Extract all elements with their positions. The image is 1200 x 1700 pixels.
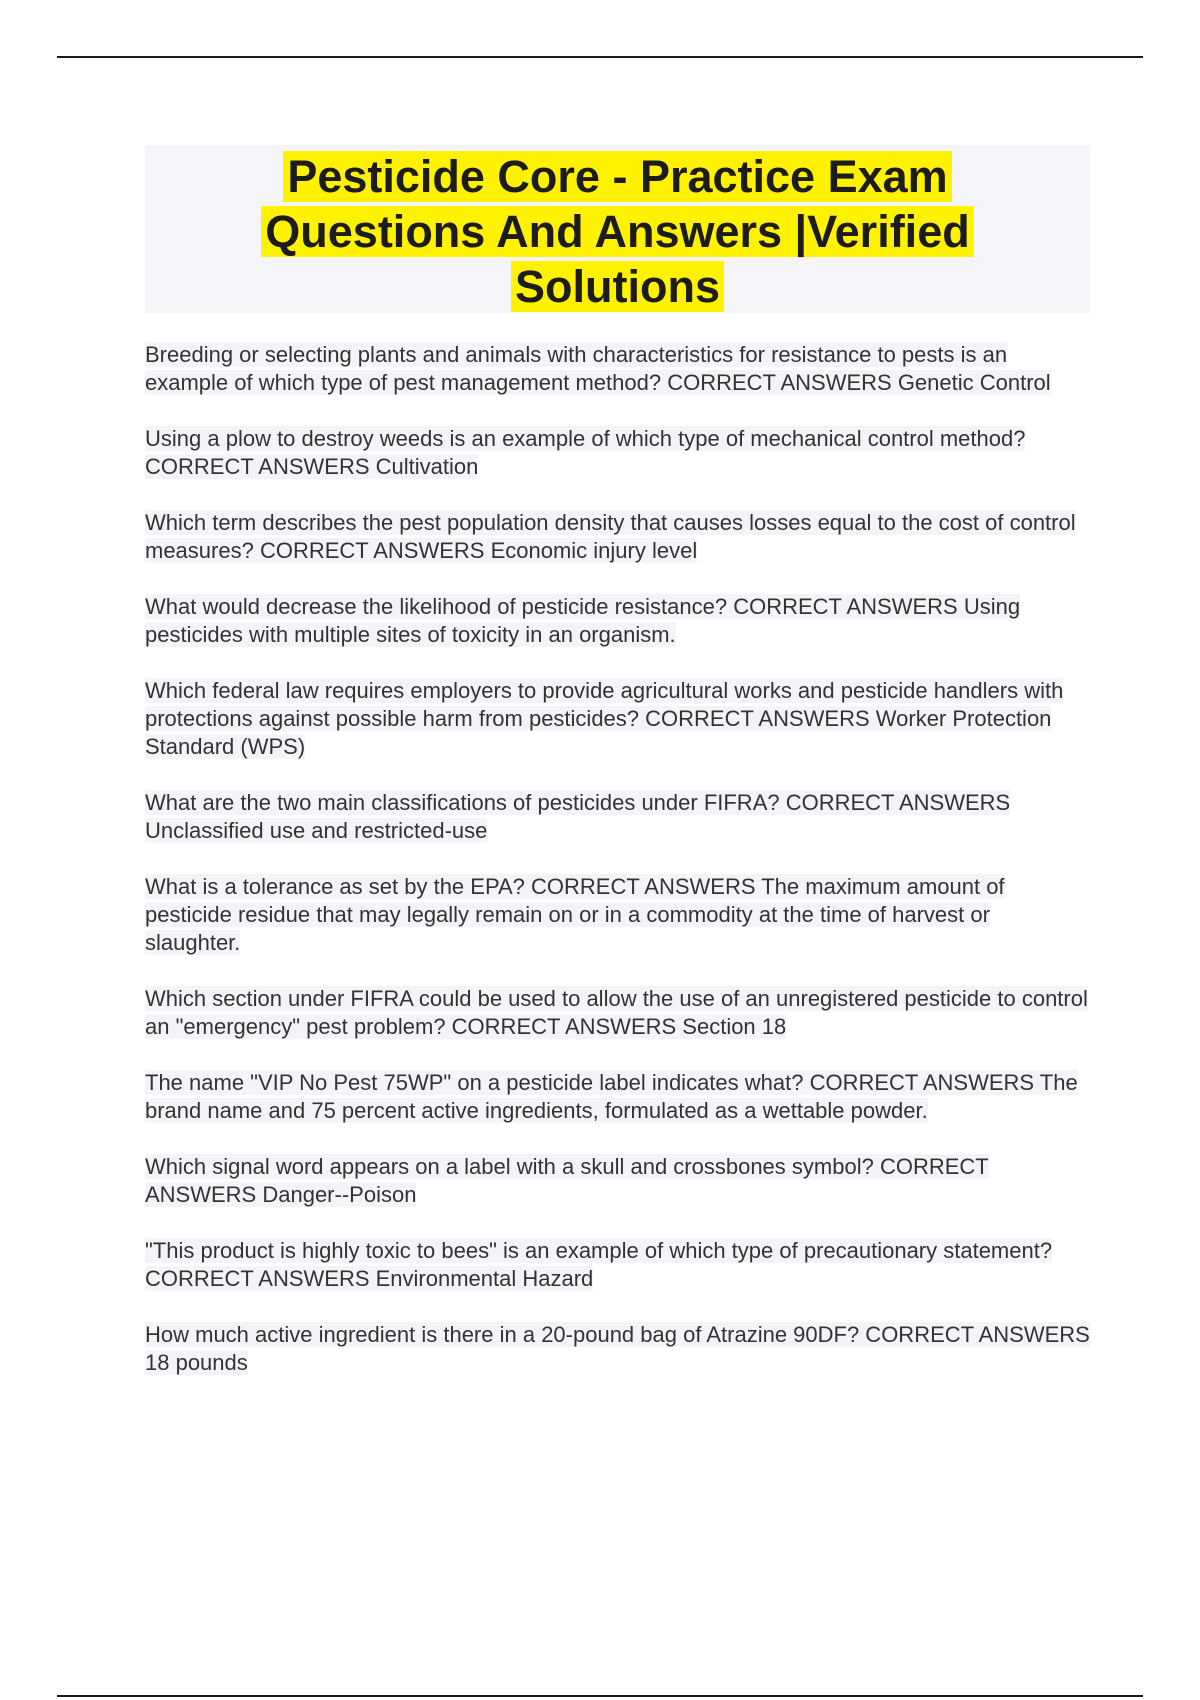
qa-text: Which section under FIFRA could be used to allow the use of an unregistered pesticide to control an "emergency" pest problem? CORRECT ANSWERS Section 18 [145, 986, 1088, 1039]
qa-item [145, 425, 1090, 481]
title-block [145, 145, 1090, 313]
qa-text: How much active ingredient is there in a 20-pound bag of Atrazine 90DF? CORRECT ANSWERS 18 pounds [145, 1322, 1090, 1375]
title-line-2: Questions And Answers |Verified [261, 206, 973, 257]
qa-item [145, 341, 1090, 397]
qa-text: Using a plow to destroy weeds is an example of which type of mechanical control method? CORRECT ANSWERS Cultivation [145, 426, 1026, 479]
qa-item [145, 1153, 1090, 1209]
qa-text: The name "VIP No Pest 75WP" on a pesticide label indicates what? CORRECT ANSWERS The brand name and 75 percent active ingredients, formulated as a wettable powder. [145, 1070, 1078, 1123]
qa-list [145, 341, 1090, 1377]
qa-text: "This product is highly toxic to bees" is an example of which type of precautionary statement? CORRECT ANSWERS Environmental Hazard [145, 1238, 1053, 1291]
bottom-rule [57, 1695, 1143, 1697]
qa-item [145, 1321, 1090, 1377]
qa-item [145, 509, 1090, 565]
qa-item [145, 677, 1090, 761]
document-body [145, 145, 1090, 1405]
qa-item [145, 873, 1090, 957]
qa-text: What would decrease the likelihood of pesticide resistance? CORRECT ANSWERS Using pesticides with multiple sites of toxicity in an organism. [145, 594, 1021, 647]
qa-item [145, 789, 1090, 845]
qa-item [145, 985, 1090, 1041]
qa-text: Which signal word appears on a label with a skull and crossbones symbol? CORRECT ANSWERS Danger--Poison [145, 1154, 989, 1207]
qa-text: Which term describes the pest population density that causes losses equal to the cost of control measures? CORRECT ANSWERS Economic injury level [145, 510, 1076, 563]
top-rule [57, 56, 1143, 58]
qa-text: Which federal law requires employers to provide agricultural works and pesticide handlers with protections against possible harm from pesticides? CORRECT ANSWERS Worker Protection Standard (WPS) [145, 678, 1064, 759]
qa-item [145, 1069, 1090, 1125]
qa-text: What is a tolerance as set by the EPA? CORRECT ANSWERS The maximum amount of pesticide residue that may legally remain on or in a commodity at the time of harvest or slaughter. [145, 874, 1005, 955]
qa-item [145, 1237, 1090, 1293]
qa-text: What are the two main classifications of pesticides under FIFRA? CORRECT ANSWERS Unclassified use and restricted-use [145, 790, 1011, 843]
document-title [145, 149, 1090, 314]
title-line-3: Solutions [511, 261, 724, 312]
title-line-1: Pesticide Core - Practice Exam [283, 151, 951, 202]
qa-text: Breeding or selecting plants and animals with characteristics for resistance to pests is an example of which type of pest management method? CORRECT ANSWERS Genetic Control [145, 342, 1051, 395]
qa-item [145, 593, 1090, 649]
